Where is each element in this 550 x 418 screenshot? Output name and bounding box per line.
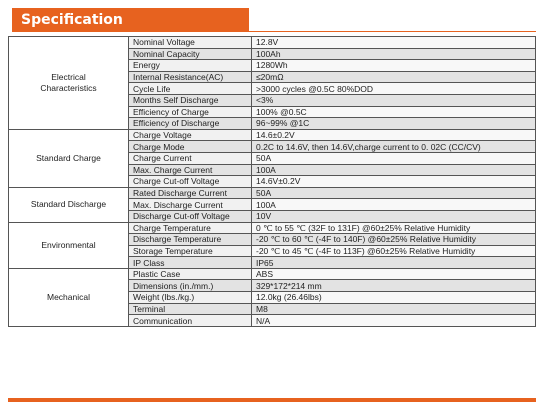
parameter-value: -20 ℃ to 45 ℃ (-4F to 113F) @60±25% Relative Humidity	[252, 245, 536, 257]
parameter-value: 14.6V±0.2V	[252, 176, 536, 188]
parameter-value: 10V	[252, 210, 536, 222]
parameter-name: Efficiency of Charge	[129, 106, 252, 118]
parameter-value: 50A	[252, 152, 536, 164]
category-cell	[9, 129, 129, 187]
table-row	[9, 222, 536, 234]
parameter-value: ≤20mΩ	[252, 71, 536, 83]
parameter-value: <3%	[252, 94, 536, 106]
parameter-name: Dimensions (in./mm.)	[129, 280, 252, 292]
parameter-value: ABS	[252, 268, 536, 280]
footer-bar	[8, 398, 536, 402]
parameter-name: Energy	[129, 60, 252, 72]
parameter-value: M8	[252, 303, 536, 315]
parameter-value: 96~99% @1C	[252, 118, 536, 130]
parameter-name: Max. Charge Current	[129, 164, 252, 176]
parameter-name: Charge Current	[129, 152, 252, 164]
parameter-name: Efficiency of Discharge	[129, 118, 252, 130]
parameter-value: 0.2C to 14.6V, then 14.6V,charge current to 0. 02C (CC/CV)	[252, 141, 536, 153]
parameter-name: Terminal	[129, 303, 252, 315]
parameter-name: Storage Temperature	[129, 245, 252, 257]
table-row	[9, 187, 536, 199]
spec-table	[8, 36, 536, 327]
section-title: Specification	[12, 8, 249, 32]
category-cell	[9, 187, 129, 222]
parameter-value: IP65	[252, 257, 536, 269]
category-label: Environmental	[41, 239, 96, 250]
parameter-name: Internal Resistance(AC)	[129, 71, 252, 83]
table-row	[9, 268, 536, 280]
category-cell	[9, 37, 129, 130]
table-row	[9, 37, 536, 49]
category-label: Standard Discharge	[30, 199, 107, 210]
parameter-name: Charge Mode	[129, 141, 252, 153]
category-cell	[9, 222, 129, 268]
parameter-value: 0 ℃ to 55 ℃ (32F to 131F) @60±25% Relative Humidity	[252, 222, 536, 234]
category-label: Electrical	[51, 71, 86, 82]
parameter-name: IP Class	[129, 257, 252, 269]
parameter-name: Rated Discharge Current	[129, 187, 252, 199]
parameter-value: 12.0kg (26.46lbs)	[252, 292, 536, 304]
parameter-name: Weight (lbs./kg.)	[129, 292, 252, 304]
parameter-name: Plastic Case	[129, 268, 252, 280]
parameter-name: Nominal Capacity	[129, 48, 252, 60]
category-cell	[9, 268, 129, 326]
category-label: Characteristics	[40, 82, 97, 93]
parameter-value: 100% @0.5C	[252, 106, 536, 118]
parameter-name: Discharge Cut-off Voltage	[129, 210, 252, 222]
parameter-value: 100Ah	[252, 48, 536, 60]
parameter-value: 14.6±0.2V	[252, 129, 536, 141]
parameter-name: Charge Cut-off Voltage	[129, 176, 252, 188]
category-label: Mechanical	[47, 291, 90, 302]
parameter-name: Communication	[129, 315, 252, 327]
parameter-value: N/A	[252, 315, 536, 327]
category-label: Standard Charge	[36, 152, 101, 163]
parameter-name: Max. Discharge Current	[129, 199, 252, 211]
parameter-value: 1280Wh	[252, 60, 536, 72]
title-underline	[249, 31, 536, 32]
parameter-value: 329*172*214 mm	[252, 280, 536, 292]
parameter-value: 100A	[252, 199, 536, 211]
parameter-value: 100A	[252, 164, 536, 176]
parameter-value: -20 ℃ to 60 ℃ (-4F to 140F) @60±25% Relative Humidity	[252, 234, 536, 246]
table-row	[9, 129, 536, 141]
parameter-value: 50A	[252, 187, 536, 199]
parameter-value: >3000 cycles @0.5C 80%DOD	[252, 83, 536, 95]
parameter-name: Charge Temperature	[129, 222, 252, 234]
parameter-name: Cycle Life	[129, 83, 252, 95]
parameter-name: Months Self Discharge	[129, 94, 252, 106]
parameter-name: Nominal Voltage	[129, 37, 252, 49]
parameter-name: Discharge Temperature	[129, 234, 252, 246]
parameter-name: Charge Voltage	[129, 129, 252, 141]
parameter-value: 12.8V	[252, 37, 536, 49]
